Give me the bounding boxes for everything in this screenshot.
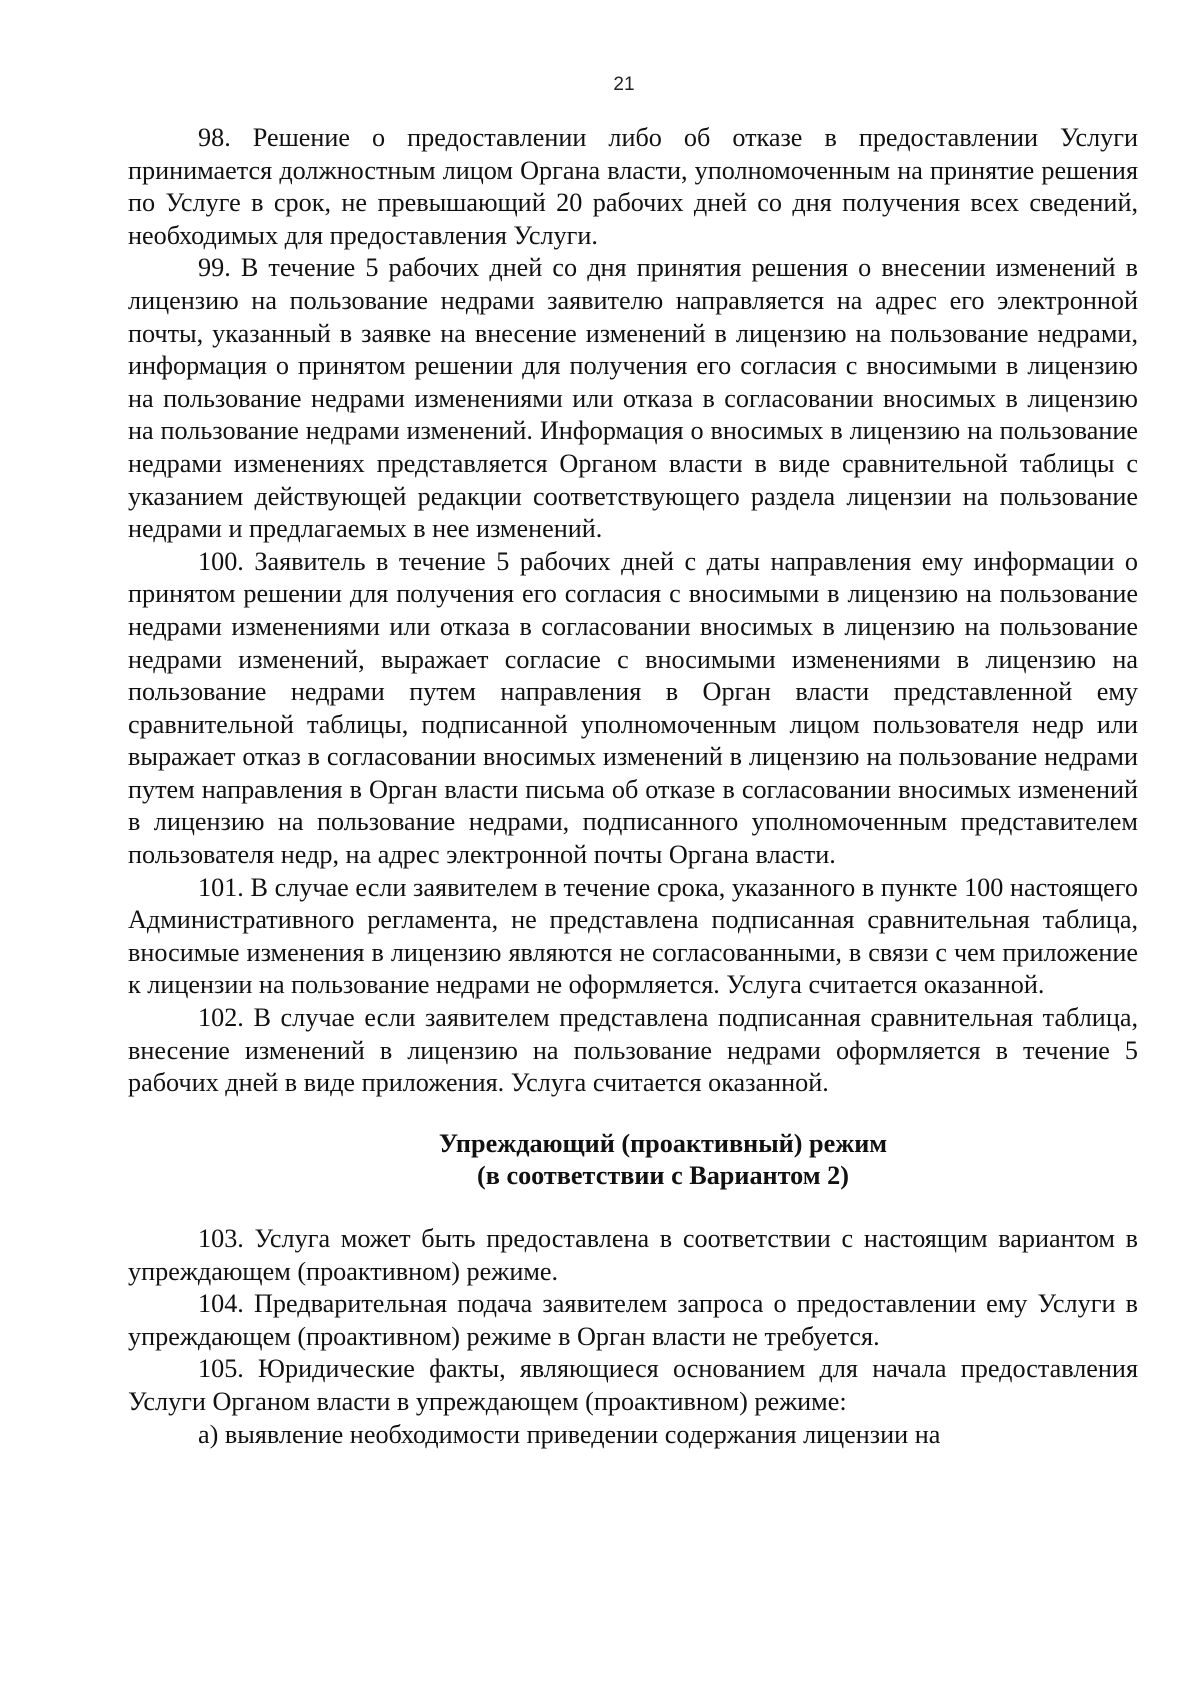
document-body: [128, 122, 1138, 1451]
paragraph-99: 99. В течение 5 рабочих дней со дня принятия решения о внесении изменений в лицензию на пользование недрами заявителю направляется на адрес его электронной почты, указанный в заявке на внесение изменений в лицензию на пользование недрами, информация о принятом решении для получения его согласия с вносимыми в лицензию на пользование недрами изменениями или отказа в согласовании вносимых в лицензию на пользование недрами изменений. Информация о вносимых в лицензию на пользование недрами изменениях представляется Органом власти в виде сравнительной таблицы с указанием действующей редакции соответствующего раздела лицензии на пользование недрами и предлагаемых в нее изменений.: [128, 253, 1138, 544]
page-number: 21: [613, 74, 635, 95]
paragraph-100: 100. Заявитель в течение 5 рабочих дней с даты направления ему информации о принятом решении для получения его согласия с вносимыми в лицензию на пользование недрами изменениями или отказа в согласовании вносимых в лицензию на пользование недрами изменений, выражает согласие с вносимыми изменениями в лицензию на пользование недрами путем направления в Орган власти представленной ему сравнительной таблицы, подписанной уполномоченным лицом пользователя недр или выражает отказ в согласовании вносимых изменений в лицензию на пользование недрами путем направления в Орган власти письма об отказе в согласовании вносимых изменений в лицензию на пользование недрами, подписанного уполномоченным представителем пользователя недр, на адрес электронной почты Органа власти.: [128, 546, 1138, 870]
paragraph-105-a: а) выявление необходимости приведении содержания лицензии на: [198, 1419, 941, 1449]
paragraph-102: 102. В случае если заявителем представлена подписанная сравнительная таблица, внесение изменений в лицензию на пользование недрами оформляется в течение 5 рабочих дней в виде приложения. Услуга считается оказанной.: [128, 1003, 1138, 1098]
section-heading-line2: (в соответствии с Вариантом 2): [477, 1161, 849, 1191]
paragraph-104: 104. Предварительная подача заявителем запроса о предоставлении ему Услуги в упреждающем (проактивном) режиме в Орган власти не требуется.: [128, 1289, 1138, 1351]
paragraph-98: 98. Решение о предоставлении либо об отказе в предоставлении Услуги принимается должностным лицом Органа власти, уполномоченным на принятие решения по Услуге в срок, не превышающий 20 рабочих дней со дня получения всех сведений, необходимых для предоставления Услуги.: [128, 123, 1138, 250]
section-heading-line1: Упреждающий (проактивный) режим: [438, 1128, 888, 1158]
section-heading: [128, 1100, 1138, 1223]
paragraph-101: 101. В случае если заявителем в течение срока, указанного в пункте 100 настоящего Административного регламента, не представлена подписанная сравнительная таблица, вносимые изменения в лицензию являются не согласованными, в связи с чем приложение к лицензии на пользование недрами не оформляется. Услуга считается оказанной.: [128, 872, 1138, 1000]
paragraph-103: 103. Услуга может быть предоставлена в соответствии с настоящим вариантом в упреждающем (проактивном) режиме.: [128, 1224, 1138, 1286]
paragraph-105: 105. Юридические факты, являющиеся основанием для начала предоставления Услуги Органом власти в упреждающем (проактивном) режиме:: [128, 1354, 1138, 1416]
